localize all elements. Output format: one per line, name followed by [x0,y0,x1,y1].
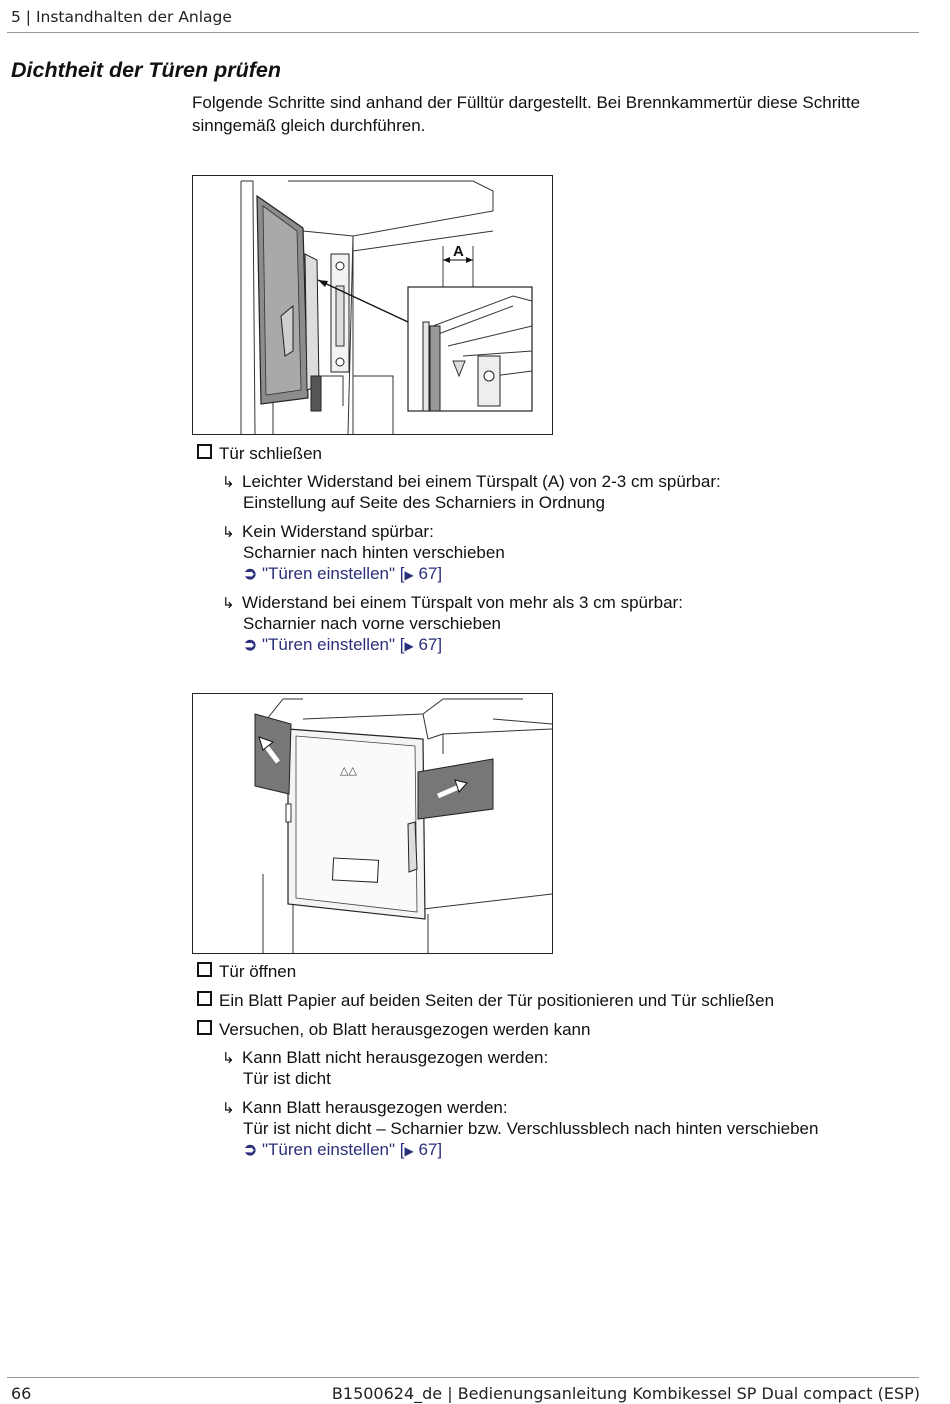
result-text: Scharnier nach hinten verschieben [243,543,505,562]
svg-text:△△: △△ [340,764,357,777]
result-arrow-icon: ↳ [222,1100,235,1117]
result-no-resistance: ↳ Kein Widerstand spürbar: [222,522,434,541]
result-text: Tür ist nicht dicht – Scharnier bzw. Verschlussblech nach hinten verschieben [243,1119,819,1138]
result-light-resistance: ↳ Leichter Widerstand bei einem Türspalt (A) von 2-3 cm spürbar: [222,472,721,491]
step-open-door: Tür öffnen [197,961,296,982]
result-text: Einstellung auf Seite des Scharniers in Ordnung [243,493,605,512]
gap-label-a: A [453,243,464,260]
result-strong-resistance: ↳ Widerstand bei einem Türspalt von mehr als 3 cm spürbar: [222,593,683,612]
header-divider [7,32,919,33]
intro-paragraph: Folgende Schritte sind anhand der Fülltür dargestellt. Bei Brennkammertür diese Schritte sinngemäß gleich durchführen. [192,93,861,135]
document-reference: B1500624_de | Bedienungsanleitung Kombikessel SP Dual compact (ESP) [331,1384,920,1403]
checkbox-icon [197,1020,212,1035]
link-arrow-icon: ➲ [243,1140,258,1159]
figure-paper-test [192,693,553,954]
result-text: Scharnier nach vorne verschieben [243,614,501,633]
result-paper-stuck: ↳ Kann Blatt nicht herausgezogen werden: [222,1048,549,1067]
step-pull-paper: Versuchen, ob Blatt herausgezogen werden kann [197,1019,590,1040]
result-arrow-icon: ↳ [222,595,235,612]
step-close-door: Tür schließen [197,443,322,464]
step-position-paper: Ein Blatt Papier auf beiden Seiten der Tür positionieren und Tür schließen [197,990,774,1011]
result-arrow-icon: ↳ [222,474,235,491]
running-header: 5 | Instandhalten der Anlage [11,8,232,26]
section-title: Dichtheit der Türen prüfen [11,58,281,82]
page-number: 66 [11,1384,32,1403]
footer-divider [7,1377,919,1378]
result-text: Tür ist dicht [243,1069,331,1088]
checkbox-icon [197,962,212,977]
page-ref-triangle-icon: ▶ [404,1144,414,1158]
link-arrow-icon: ➲ [243,564,258,583]
link-doors-adjust[interactable]: ➲ "Türen einstellen" [▶ 67] [243,564,443,583]
page-ref-triangle-icon: ▶ [404,639,414,653]
page-ref-triangle-icon: ▶ [404,568,414,582]
link-arrow-icon: ➲ [243,635,258,654]
link-doors-adjust[interactable]: ➲ "Türen einstellen" [▶ 67] [243,1140,443,1159]
checkbox-icon [197,991,212,1006]
link-doors-adjust[interactable]: ➲ "Türen einstellen" [▶ 67] [243,635,443,654]
checkbox-icon [197,444,212,459]
figure-door-gap [192,175,553,435]
result-arrow-icon: ↳ [222,524,235,541]
result-paper-pulled: ↳ Kann Blatt herausgezogen werden: [222,1098,508,1117]
result-arrow-icon: ↳ [222,1050,235,1067]
